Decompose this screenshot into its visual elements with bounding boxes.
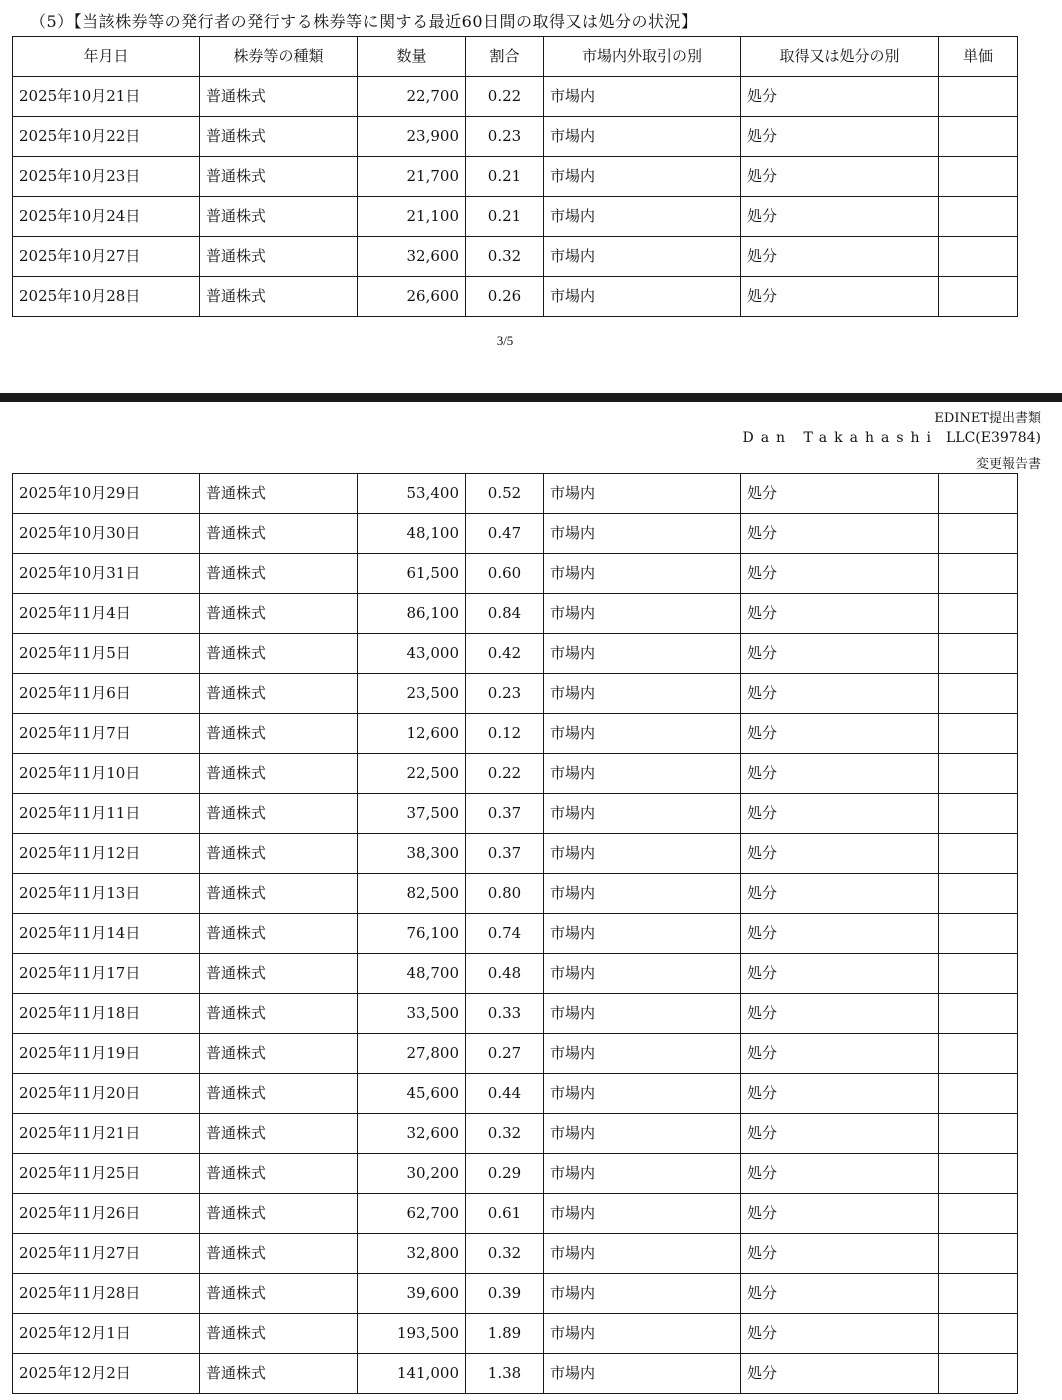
cell-date: 2025年10月22日 (13, 117, 200, 157)
page-break-divider (0, 393, 1062, 402)
cell-acquire-dispose: 処分 (741, 1234, 939, 1274)
cell-stock-type: 普通株式 (200, 474, 358, 514)
cell-unit-price (939, 834, 1018, 874)
cell-quantity: 37,500 (358, 794, 466, 834)
company-name: Dan Takahashi (742, 430, 938, 446)
cell-ratio: 0.32 (466, 1114, 544, 1154)
cell-stock-type: 普通株式 (200, 674, 358, 714)
cell-unit-price (939, 1034, 1018, 1074)
cell-ratio: 0.21 (466, 157, 544, 197)
cell-date: 2025年10月21日 (13, 77, 200, 117)
cell-quantity: 38,300 (358, 834, 466, 874)
cell-date: 2025年11月27日 (13, 1234, 200, 1274)
cell-market: 市場内 (544, 514, 741, 554)
cell-unit-price (939, 674, 1018, 714)
cell-date: 2025年11月6日 (13, 674, 200, 714)
cell-quantity: 26,600 (358, 277, 466, 317)
cell-ratio: 0.48 (466, 954, 544, 994)
transactions-table-page4 (12, 473, 1018, 1394)
cell-quantity: 23,900 (358, 117, 466, 157)
page-number: 3/5 (496, 333, 514, 348)
cell-unit-price (939, 77, 1018, 117)
cell-ratio: 0.44 (466, 1074, 544, 1114)
table-row (13, 714, 1018, 754)
table-row (13, 874, 1018, 914)
document-type: 変更報告書 (975, 457, 1041, 472)
table-row (13, 954, 1018, 994)
cell-stock-type: 普通株式 (200, 714, 358, 754)
cell-acquire-dispose: 処分 (741, 1034, 939, 1074)
cell-unit-price (939, 1354, 1018, 1394)
cell-stock-type: 普通株式 (200, 117, 358, 157)
table-row (13, 1154, 1018, 1194)
cell-quantity: 82,500 (358, 874, 466, 914)
cell-ratio: 0.32 (466, 237, 544, 277)
cell-stock-type: 普通株式 (200, 157, 358, 197)
cell-market: 市場内 (544, 634, 741, 674)
cell-unit-price (939, 954, 1018, 994)
cell-market: 市場内 (544, 794, 741, 834)
cell-market: 市場内 (544, 197, 741, 237)
table-row (13, 554, 1018, 594)
cell-stock-type: 普通株式 (200, 77, 358, 117)
cell-ratio: 0.12 (466, 714, 544, 754)
cell-stock-type: 普通株式 (200, 1354, 358, 1394)
cell-unit-price (939, 1154, 1018, 1194)
cell-date: 2025年11月4日 (13, 594, 200, 634)
cell-market: 市場内 (544, 277, 741, 317)
table-row (13, 1114, 1018, 1154)
cell-acquire-dispose: 処分 (741, 1194, 939, 1234)
column-header-quantity: 数量 (358, 37, 466, 77)
cell-market: 市場内 (544, 594, 741, 634)
cell-market: 市場内 (544, 914, 741, 954)
cell-ratio: 0.27 (466, 1034, 544, 1074)
column-header-date: 年月日 (13, 37, 200, 77)
table-row (13, 994, 1018, 1034)
cell-ratio: 0.39 (466, 1274, 544, 1314)
column-header-acquire-dispose: 取得又は処分の別 (741, 37, 939, 77)
table-row (13, 794, 1018, 834)
table-row (13, 514, 1018, 554)
cell-quantity: 27,800 (358, 1034, 466, 1074)
cell-acquire-dispose: 処分 (741, 1154, 939, 1194)
cell-unit-price (939, 197, 1018, 237)
table-row (13, 117, 1018, 157)
cell-acquire-dispose: 処分 (741, 277, 939, 317)
cell-acquire-dispose: 処分 (741, 554, 939, 594)
cell-stock-type: 普通株式 (200, 237, 358, 277)
cell-acquire-dispose: 処分 (741, 994, 939, 1034)
cell-ratio: 0.74 (466, 914, 544, 954)
table-row (13, 1034, 1018, 1074)
cell-acquire-dispose: 処分 (741, 117, 939, 157)
cell-unit-price (939, 277, 1018, 317)
cell-stock-type: 普通株式 (200, 994, 358, 1034)
table-row (13, 157, 1018, 197)
cell-date: 2025年11月19日 (13, 1034, 200, 1074)
cell-quantity: 32,600 (358, 237, 466, 277)
cell-ratio: 0.23 (466, 674, 544, 714)
cell-acquire-dispose: 処分 (741, 474, 939, 514)
cell-ratio: 0.37 (466, 794, 544, 834)
cell-date: 2025年11月28日 (13, 1274, 200, 1314)
cell-date: 2025年11月20日 (13, 1074, 200, 1114)
cell-unit-price (939, 1194, 1018, 1234)
cell-acquire-dispose: 処分 (741, 754, 939, 794)
cell-ratio: 0.29 (466, 1154, 544, 1194)
cell-quantity: 22,700 (358, 77, 466, 117)
cell-unit-price (939, 237, 1018, 277)
cell-market: 市場内 (544, 834, 741, 874)
cell-market: 市場内 (544, 117, 741, 157)
cell-date: 2025年12月2日 (13, 1354, 200, 1394)
cell-market: 市場内 (544, 157, 741, 197)
cell-quantity: 62,700 (358, 1194, 466, 1234)
cell-market: 市場内 (544, 1354, 741, 1394)
cell-unit-price (939, 474, 1018, 514)
cell-market: 市場内 (544, 237, 741, 277)
column-header-market: 市場内外取引の別 (544, 37, 741, 77)
cell-market: 市場内 (544, 1034, 741, 1074)
cell-market: 市場内 (544, 1234, 741, 1274)
cell-acquire-dispose: 処分 (741, 634, 939, 674)
cell-market: 市場内 (544, 754, 741, 794)
cell-quantity: 45,600 (358, 1074, 466, 1114)
cell-stock-type: 普通株式 (200, 1034, 358, 1074)
table-row (13, 914, 1018, 954)
cell-quantity: 53,400 (358, 474, 466, 514)
cell-market: 市場内 (544, 1314, 741, 1354)
cell-ratio: 1.89 (466, 1314, 544, 1354)
cell-market: 市場内 (544, 1194, 741, 1234)
cell-stock-type: 普通株式 (200, 954, 358, 994)
cell-ratio: 0.22 (466, 754, 544, 794)
cell-unit-price (939, 1074, 1018, 1114)
cell-quantity: 61,500 (358, 554, 466, 594)
cell-stock-type: 普通株式 (200, 634, 358, 674)
table-row (13, 197, 1018, 237)
cell-acquire-dispose: 処分 (741, 914, 939, 954)
cell-unit-price (939, 714, 1018, 754)
cell-ratio: 0.84 (466, 594, 544, 634)
cell-market: 市場内 (544, 994, 741, 1034)
cell-stock-type: 普通株式 (200, 874, 358, 914)
cell-date: 2025年10月30日 (13, 514, 200, 554)
cell-ratio: 0.80 (466, 874, 544, 914)
cell-date: 2025年11月7日 (13, 714, 200, 754)
cell-ratio: 0.26 (466, 277, 544, 317)
transactions-table-page3 (12, 36, 1018, 317)
cell-acquire-dispose: 処分 (741, 874, 939, 914)
cell-ratio: 0.60 (466, 554, 544, 594)
cell-quantity: 21,100 (358, 197, 466, 237)
cell-acquire-dispose: 処分 (741, 1354, 939, 1394)
cell-date: 2025年11月14日 (13, 914, 200, 954)
cell-unit-price (939, 157, 1018, 197)
cell-ratio: 0.47 (466, 514, 544, 554)
cell-quantity: 43,000 (358, 634, 466, 674)
cell-stock-type: 普通株式 (200, 554, 358, 594)
cell-acquire-dispose: 処分 (741, 834, 939, 874)
cell-stock-type: 普通株式 (200, 1274, 358, 1314)
cell-stock-type: 普通株式 (200, 1194, 358, 1234)
cell-acquire-dispose: 処分 (741, 514, 939, 554)
table-row (13, 1234, 1018, 1274)
cell-stock-type: 普通株式 (200, 514, 358, 554)
cell-date: 2025年11月5日 (13, 634, 200, 674)
cell-date: 2025年10月29日 (13, 474, 200, 514)
cell-quantity: 23,500 (358, 674, 466, 714)
cell-quantity: 33,500 (358, 994, 466, 1034)
cell-stock-type: 普通株式 (200, 1314, 358, 1354)
cell-ratio: 0.61 (466, 1194, 544, 1234)
cell-quantity: 30,200 (358, 1154, 466, 1194)
cell-acquire-dispose: 処分 (741, 674, 939, 714)
cell-ratio: 0.21 (466, 197, 544, 237)
cell-unit-price (939, 594, 1018, 634)
cell-quantity: 32,800 (358, 1234, 466, 1274)
cell-acquire-dispose: 処分 (741, 157, 939, 197)
cell-unit-price (939, 794, 1018, 834)
cell-quantity: 48,700 (358, 954, 466, 994)
cell-ratio: 1.38 (466, 1354, 544, 1394)
cell-date: 2025年12月1日 (13, 1314, 200, 1354)
cell-date: 2025年10月27日 (13, 237, 200, 277)
cell-acquire-dispose: 処分 (741, 1074, 939, 1114)
cell-date: 2025年11月18日 (13, 994, 200, 1034)
table-row (13, 674, 1018, 714)
cell-market: 市場内 (544, 714, 741, 754)
cell-acquire-dispose: 処分 (741, 1314, 939, 1354)
cell-unit-price (939, 874, 1018, 914)
cell-date: 2025年11月26日 (13, 1194, 200, 1234)
cell-quantity: 32,600 (358, 1114, 466, 1154)
cell-market: 市場内 (544, 1114, 741, 1154)
table-row (13, 594, 1018, 634)
cell-stock-type: 普通株式 (200, 1234, 358, 1274)
table-row (13, 834, 1018, 874)
cell-quantity: 76,100 (358, 914, 466, 954)
cell-market: 市場内 (544, 77, 741, 117)
cell-ratio: 0.52 (466, 474, 544, 514)
cell-stock-type: 普通株式 (200, 794, 358, 834)
cell-stock-type: 普通株式 (200, 1114, 358, 1154)
table-row (13, 277, 1018, 317)
table-row (13, 754, 1018, 794)
cell-date: 2025年10月31日 (13, 554, 200, 594)
cell-ratio: 0.32 (466, 1234, 544, 1274)
cell-unit-price (939, 914, 1018, 954)
cell-stock-type: 普通株式 (200, 1154, 358, 1194)
cell-date: 2025年10月28日 (13, 277, 200, 317)
cell-stock-type: 普通株式 (200, 834, 358, 874)
cell-acquire-dispose: 処分 (741, 1274, 939, 1314)
cell-quantity: 193,500 (358, 1314, 466, 1354)
column-header-stock-type: 株券等の種類 (200, 37, 358, 77)
table-row (13, 77, 1018, 117)
cell-quantity: 141,000 (358, 1354, 466, 1394)
cell-market: 市場内 (544, 1274, 741, 1314)
cell-unit-price (939, 994, 1018, 1034)
cell-date: 2025年11月11日 (13, 794, 200, 834)
cell-unit-price (939, 1274, 1018, 1314)
cell-date: 2025年11月10日 (13, 754, 200, 794)
table-row (13, 1354, 1018, 1394)
cell-stock-type: 普通株式 (200, 754, 358, 794)
cell-acquire-dispose: 処分 (741, 594, 939, 634)
cell-market: 市場内 (544, 954, 741, 994)
cell-ratio: 0.33 (466, 994, 544, 1034)
cell-stock-type: 普通株式 (200, 914, 358, 954)
cell-quantity: 86,100 (358, 594, 466, 634)
cell-quantity: 21,700 (358, 157, 466, 197)
cell-stock-type: 普通株式 (200, 197, 358, 237)
column-header-ratio: 割合 (466, 37, 544, 77)
cell-market: 市場内 (544, 1154, 741, 1194)
cell-date: 2025年11月21日 (13, 1114, 200, 1154)
cell-market: 市場内 (544, 674, 741, 714)
cell-unit-price (939, 1114, 1018, 1154)
cell-acquire-dispose: 処分 (741, 197, 939, 237)
cell-quantity: 39,600 (358, 1274, 466, 1314)
company-line (742, 430, 1041, 446)
table-row (13, 237, 1018, 277)
table-row (13, 1194, 1018, 1234)
table-header-row (13, 37, 1018, 77)
table-row (13, 1314, 1018, 1354)
cell-date: 2025年11月17日 (13, 954, 200, 994)
cell-market: 市場内 (544, 874, 741, 914)
cell-quantity: 12,600 (358, 714, 466, 754)
cell-unit-price (939, 1234, 1018, 1274)
section-title: （5）【当該株券等の発行者の発行する株券等に関する最近60日間の取得又は処分の状況】 (30, 12, 698, 31)
edinet-label: EDINET提出書類 (934, 411, 1041, 426)
cell-unit-price (939, 754, 1018, 794)
cell-acquire-dispose: 処分 (741, 237, 939, 277)
cell-acquire-dispose: 処分 (741, 77, 939, 117)
cell-market: 市場内 (544, 474, 741, 514)
cell-stock-type: 普通株式 (200, 277, 358, 317)
cell-ratio: 0.42 (466, 634, 544, 674)
cell-unit-price (939, 117, 1018, 157)
cell-date: 2025年11月13日 (13, 874, 200, 914)
cell-unit-price (939, 634, 1018, 674)
table-row (13, 634, 1018, 674)
column-header-unit-price: 単価 (939, 37, 1018, 77)
cell-unit-price (939, 1314, 1018, 1354)
cell-stock-type: 普通株式 (200, 1074, 358, 1114)
cell-market: 市場内 (544, 1074, 741, 1114)
table-row (13, 474, 1018, 514)
cell-ratio: 0.23 (466, 117, 544, 157)
cell-date: 2025年10月24日 (13, 197, 200, 237)
cell-acquire-dispose: 処分 (741, 714, 939, 754)
cell-quantity: 22,500 (358, 754, 466, 794)
cell-market: 市場内 (544, 554, 741, 594)
cell-date: 2025年11月25日 (13, 1154, 200, 1194)
cell-date: 2025年10月23日 (13, 157, 200, 197)
cell-acquire-dispose: 処分 (741, 1114, 939, 1154)
cell-unit-price (939, 554, 1018, 594)
cell-date: 2025年11月12日 (13, 834, 200, 874)
table-row (13, 1274, 1018, 1314)
cell-unit-price (939, 514, 1018, 554)
cell-quantity: 48,100 (358, 514, 466, 554)
cell-ratio: 0.22 (466, 77, 544, 117)
cell-stock-type: 普通株式 (200, 594, 358, 634)
table-row (13, 1074, 1018, 1114)
company-suffix: LLC(E39784) (946, 430, 1041, 446)
cell-acquire-dispose: 処分 (741, 954, 939, 994)
cell-acquire-dispose: 処分 (741, 794, 939, 834)
cell-ratio: 0.37 (466, 834, 544, 874)
